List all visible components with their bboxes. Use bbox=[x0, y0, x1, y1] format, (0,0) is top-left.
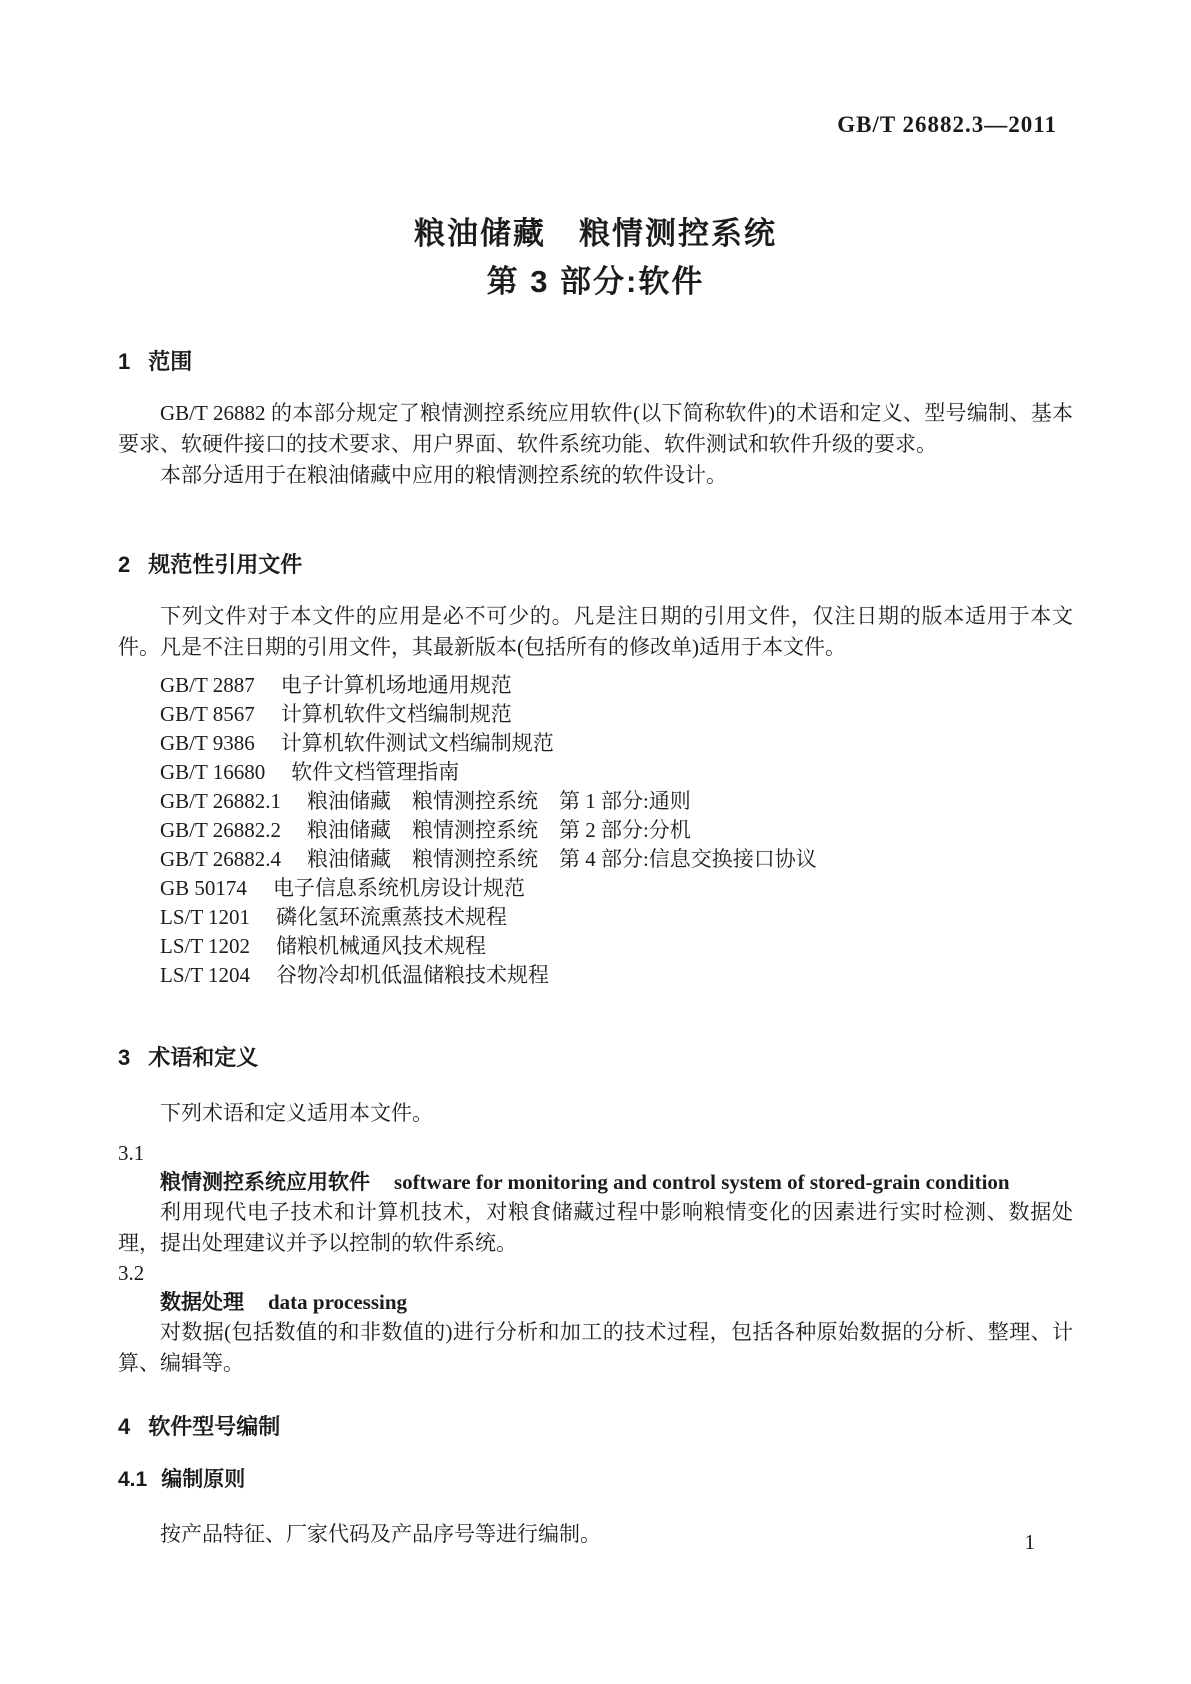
document-title-line2: 第 3 部分:软件 bbox=[486, 264, 705, 299]
reference-code: GB/T 26882.1 bbox=[160, 789, 281, 813]
reference-code: LS/T 1204 bbox=[160, 963, 251, 987]
reference-list bbox=[118, 671, 1073, 990]
standard-code-header: GB/T 26882.3—2011 bbox=[837, 112, 1057, 137]
reference-title: 粮油储藏 粮情测控系统 第 2 部分:分机 bbox=[306, 818, 691, 842]
section-title: 编制原则 bbox=[161, 1468, 246, 1491]
reference-item bbox=[118, 816, 1073, 845]
reference-title: 磷化氢环流熏蒸技术规程 bbox=[276, 905, 508, 929]
reference-title: 谷物冷却机低温储粮技术规程 bbox=[276, 963, 550, 987]
section-title: 术语和定义 bbox=[148, 1045, 259, 1070]
term-entry bbox=[118, 1288, 1073, 1317]
reference-item bbox=[118, 729, 1073, 758]
section-2-heading bbox=[118, 553, 1073, 577]
section-number: 4 bbox=[118, 1414, 131, 1439]
term-number: 3.2 bbox=[118, 1261, 145, 1285]
reference-title: 粮油储藏 粮情测控系统 第 1 部分:通则 bbox=[306, 789, 691, 813]
section-number: 4.1 bbox=[118, 1468, 148, 1491]
document-title-line1: 粮油储藏 粮情测控系统 bbox=[414, 216, 777, 251]
reference-title: 电子计算机场地通用规范 bbox=[280, 673, 512, 697]
section-number: 1 bbox=[118, 349, 131, 374]
section-4-heading bbox=[118, 1415, 1073, 1439]
term-name-en: data processing bbox=[268, 1290, 408, 1314]
section-3-heading bbox=[118, 1046, 1073, 1070]
scope-paragraph-2: 本部分适用于在粮油储藏中应用的粮情测控系统的软件设计。 bbox=[160, 463, 727, 487]
reference-item bbox=[118, 671, 1073, 700]
section-1-heading bbox=[118, 350, 1073, 374]
reference-code: GB/T 2887 bbox=[160, 673, 255, 697]
reference-code: LS/T 1201 bbox=[160, 905, 251, 929]
numbering-principle-paragraph: 按产品特征、厂家代码及产品序号等进行编制。 bbox=[160, 1522, 601, 1546]
reference-item bbox=[118, 700, 1073, 729]
term-definition: 对数据(包括数值的和非数值的)进行分析和加工的技术过程，包括各种原始数据的分析、整理、计算、编辑等。 bbox=[118, 1320, 1073, 1375]
section-title: 范围 bbox=[148, 349, 193, 374]
term-name-cn: 数据处理 bbox=[160, 1291, 244, 1314]
reference-code: GB/T 16680 bbox=[160, 760, 266, 784]
reference-item bbox=[118, 787, 1073, 816]
reference-title: 软件文档管理指南 bbox=[291, 760, 460, 784]
reference-item bbox=[118, 845, 1073, 874]
reference-code: LS/T 1202 bbox=[160, 934, 251, 958]
reference-code: GB/T 26882.4 bbox=[160, 847, 281, 871]
section-title: 规范性引用文件 bbox=[148, 552, 303, 577]
reference-code: GB 50174 bbox=[160, 876, 247, 900]
reference-item bbox=[118, 903, 1073, 932]
reference-title: 计算机软件文档编制规范 bbox=[280, 702, 512, 726]
reference-item bbox=[118, 874, 1073, 903]
term-entry bbox=[118, 1168, 1073, 1197]
reference-title: 电子信息系统机房设计规范 bbox=[272, 876, 525, 900]
term-name-en: software for monitoring and control system of stored-grain condition bbox=[394, 1170, 1010, 1194]
reference-title: 储粮机械通风技术规程 bbox=[276, 934, 487, 958]
references-intro: 下列文件对于本文件的应用是必不可少的。凡是注日期的引用文件，仅注日期的版本适用于本文件。凡是不注日期的引用文件，其最新版本(包括所有的修改单)适用于本文件。 bbox=[118, 604, 1073, 659]
term-name-cn: 粮情测控系统应用软件 bbox=[160, 1171, 370, 1194]
reference-item bbox=[118, 961, 1073, 990]
reference-item bbox=[118, 932, 1073, 961]
terms-intro: 下列术语和定义适用本文件。 bbox=[160, 1101, 433, 1125]
reference-item bbox=[118, 758, 1073, 787]
section-number: 3 bbox=[118, 1045, 131, 1070]
page-content bbox=[118, 0, 1073, 1550]
page-number: 1 bbox=[1024, 1530, 1035, 1554]
section-4-1-heading bbox=[118, 1469, 1073, 1491]
section-title: 软件型号编制 bbox=[148, 1414, 281, 1439]
reference-title: 计算机软件测试文档编制规范 bbox=[280, 731, 554, 755]
reference-title: 粮油储藏 粮情测控系统 第 4 部分:信息交换接口协议 bbox=[306, 847, 817, 871]
document-title bbox=[118, 210, 1073, 306]
scope-paragraph-1: GB/T 26882 的本部分规定了粮情测控系统应用软件(以下简称软件)的术语和定义、型号编制、基本要求、软硬件接口的技术要求、用户界面、软件系统功能、软件测试和软件升级的要求。 bbox=[118, 401, 1073, 456]
section-number: 2 bbox=[118, 552, 131, 577]
reference-code: GB/T 8567 bbox=[160, 702, 255, 726]
reference-code: GB/T 26882.2 bbox=[160, 818, 281, 842]
term-number: 3.1 bbox=[118, 1141, 145, 1165]
reference-code: GB/T 9386 bbox=[160, 731, 255, 755]
term-definition: 利用现代电子技术和计算机技术，对粮食储藏过程中影响粮情变化的因素进行实时检测、数据处理，提出处理建议并予以控制的软件系统。 bbox=[118, 1200, 1073, 1255]
